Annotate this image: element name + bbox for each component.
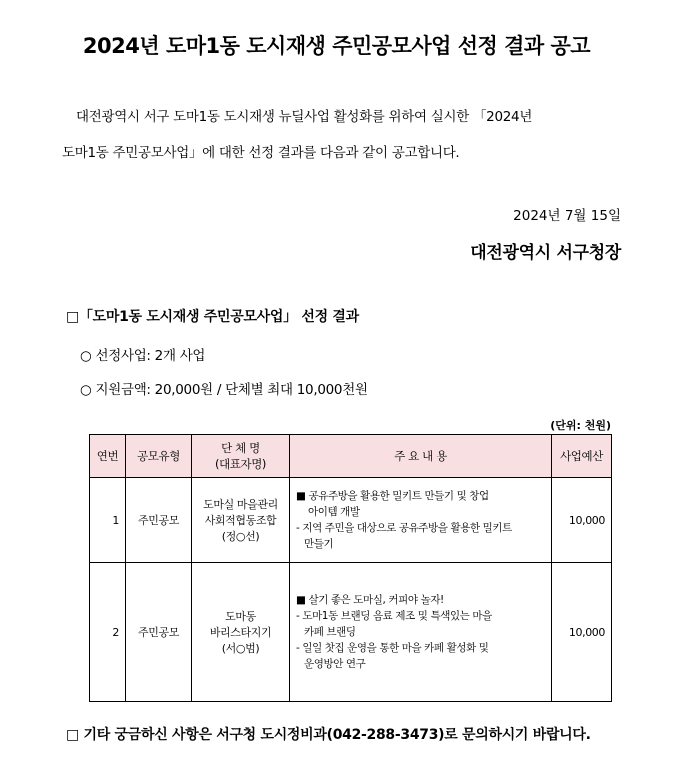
section-heading: □「도마1동 도시재생 주민공모사업」 선정 결과 [66, 309, 359, 325]
table-row [90, 563, 612, 702]
row-content-line: ■ 공유주방을 활용한 밀키트 만들기 및 창업 [296, 489, 489, 502]
row-type: 주민공모 [126, 478, 192, 563]
row-no: 1 [90, 478, 126, 563]
header-org [192, 435, 290, 478]
row-content-line: - 도마1동 브랜딩 음료 제조 및 특색있는 마을 [296, 609, 492, 622]
header-org-title: 단 체 명 [221, 441, 260, 455]
row-org-line: 도마실 마을관리 [203, 498, 278, 511]
selection-results-table [89, 434, 612, 702]
row-no: 2 [90, 563, 126, 702]
unit-label: (단위: 천원) [550, 419, 611, 432]
row-type: 주민공모 [126, 563, 192, 702]
table-row [90, 478, 612, 563]
intro-line-2: 도마1동 주민공모사업」에 대한 선정 결과를 다음과 같이 공고합니다. [62, 145, 460, 161]
row-content-line: 카페 브랜딩 [304, 625, 356, 638]
row-content-line: 만들기 [304, 537, 334, 550]
intro-line-1: 대전광역시 서구 도마1동 도시재생 뉴딜사업 활성화를 위하여 실시한 「2024년 [76, 109, 533, 125]
header-type: 공모유형 [126, 435, 192, 478]
contact-notice: □ 기타 궁금하신 사항은 서구청 도시정비과(042-288-3473)로 문의하시기 바랍니다. [66, 727, 591, 743]
table-header-row [90, 435, 612, 478]
header-org-sub: (대표자명) [214, 457, 266, 471]
row-content-line: 운영방안 연구 [304, 657, 366, 670]
row-content-line: ■ 살기 좋은 도마실, 커피야 놀자! [296, 593, 444, 606]
row-budget: 10,000 [552, 478, 612, 563]
row-org-line: (정○선) [221, 530, 260, 543]
row-org-line: (서○범) [221, 642, 260, 655]
bullet-selected-projects: ○ 선정사업: 2개 사업 [80, 348, 206, 364]
header-no: 연번 [90, 435, 126, 478]
row-content-line: - 지역 주민을 대상으로 공유주방을 활용한 밀키트 [296, 521, 512, 534]
row-org-line: 사회적협동조합 [204, 514, 277, 527]
issuing-organization: 대전광역시 서구청장 [470, 243, 621, 263]
row-budget: 10,000 [552, 563, 612, 702]
row-content-line: - 일일 찻집 운영을 통한 마을 카페 활성화 및 [296, 641, 489, 654]
row-content [290, 478, 552, 563]
document-title: 2024년 도마1동 도시재생 주민공모사업 선정 결과 공고 [82, 34, 591, 58]
announcement-date: 2024년 7월 15일 [513, 208, 621, 224]
row-org-line: 도마동 [225, 610, 256, 623]
row-content-line: 아이템 개발 [308, 505, 360, 518]
row-org [192, 478, 290, 563]
header-content: 주 요 내 용 [290, 435, 552, 478]
row-content [290, 563, 552, 702]
row-org [192, 563, 290, 702]
row-org-line: 바리스타지기 [209, 626, 272, 639]
bullet-funding-amount: ○ 지원금액: 20,000원 / 단체별 최대 10,000천원 [80, 382, 368, 398]
header-budget: 사업예산 [552, 435, 612, 478]
